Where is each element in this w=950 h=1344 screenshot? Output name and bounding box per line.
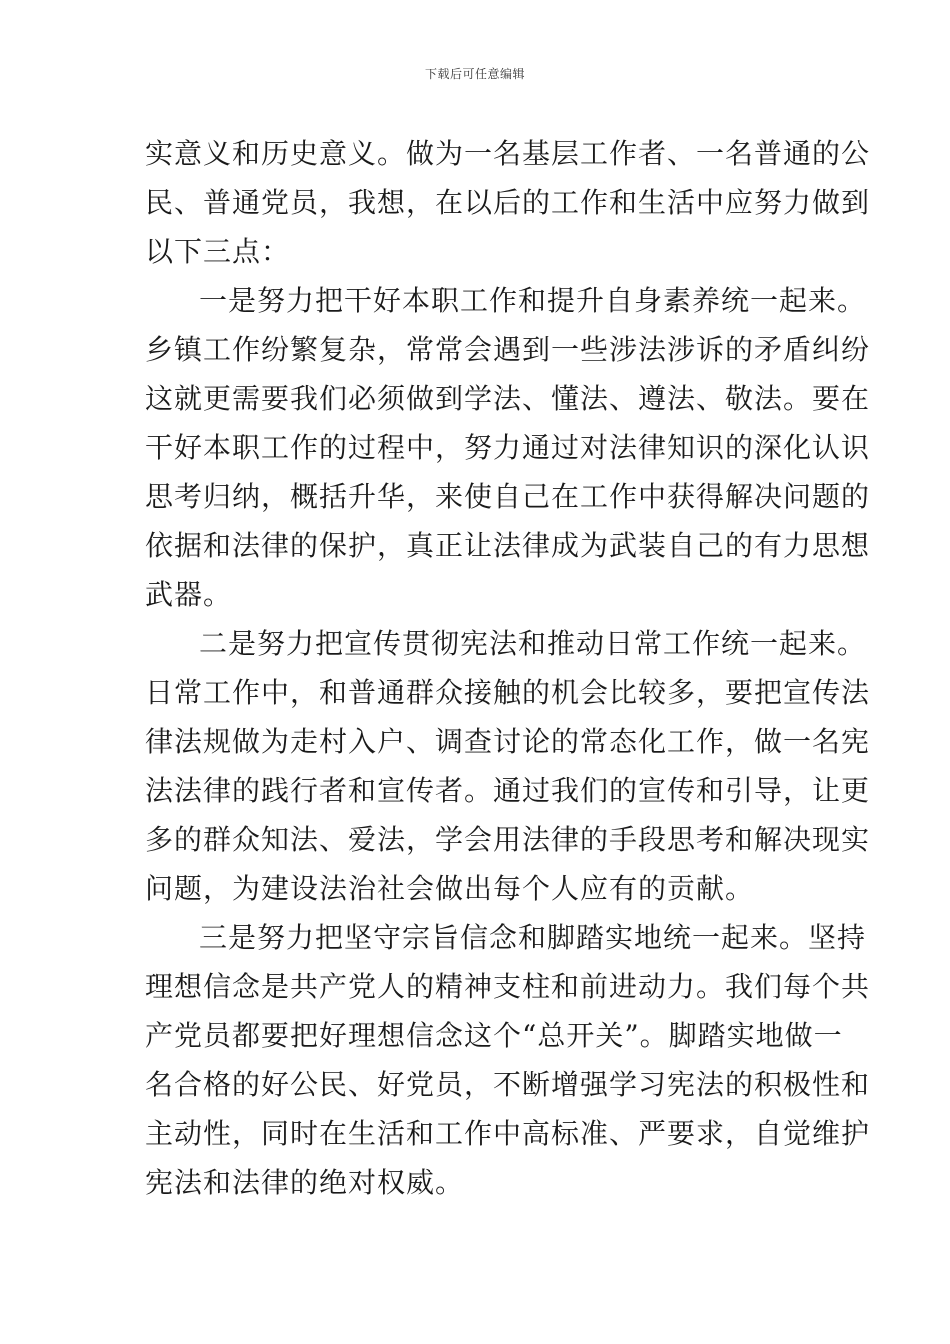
paragraph-3-line-2: 日常工作中，和普通群众接触的机会比较多，要把宣传法: [145, 676, 871, 709]
paragraph-2-line-3: 这就更需要我们必须做到学法、懂法、遵法、敬法。要在: [145, 382, 871, 415]
paragraph-2-line-2: 乡镇工作纷繁复杂，常常会遇到一些涉法涉诉的矛盾纠纷: [145, 333, 871, 366]
page-header: 下载后可任意编辑: [424, 67, 525, 81]
paragraph-3-line-1: 二是努力把宣传贯彻宪法和推动日常工作统一起来。: [199, 627, 867, 660]
paragraph-3-line-4: 法法律的践行者和宣传者。通过我们的宣传和引导，让更: [145, 774, 871, 807]
paragraph-4-line-6: 宪法和法律的绝对权威。: [145, 1166, 465, 1199]
paragraph-1-line-1: 实意义和历史意义。做为一名基层工作者、一名普通的公: [145, 137, 871, 170]
paragraph-2-line-7: 武器。: [145, 578, 233, 611]
paragraph-3-line-3: 律法规做为走村入户、调查讨论的常态化工作，做一名宪: [145, 725, 871, 758]
paragraph-3-line-5: 多的群众知法、爱法，学会用法律的手段思考和解决现实: [145, 823, 871, 856]
paragraph-2-line-1: 一是努力把干好本职工作和提升自身素养统一起来。: [199, 284, 867, 317]
paragraph-4-line-2: 理想信念是共产党人的精神支柱和前进动力。我们每个共: [145, 970, 871, 1003]
paragraph-4-line-5: 主动性，同时在生活和工作中高标准、严要求，自觉维护: [145, 1117, 871, 1150]
paragraph-2-line-5: 思考归纳，概括升华，来使自己在工作中获得解决问题的: [145, 480, 871, 513]
paragraph-4-line-1: 三是努力把坚守宗旨信念和脚踏实地统一起来。坚持: [199, 921, 867, 954]
document-body: [145, 129, 871, 1207]
paragraph-1-line-2: 民、普通党员，我想，在以后的工作和生活中应努力做到: [145, 186, 871, 219]
paragraph-2-line-4: 干好本职工作的过程中，努力通过对法律知识的深化认识: [145, 431, 871, 464]
paragraph-4-line-4: 名合格的好公民、好党员，不断增强学习宪法的积极性和: [145, 1068, 871, 1101]
paragraph-2-line-6: 依据和法律的保护，真正让法律成为武装自己的有力思想: [145, 529, 871, 562]
paragraph-1-line-3: 以下三点：: [145, 235, 291, 268]
paragraph-4-line-3: 产党员都要把好理想信念这个“总开关”。脚踏实地做一: [145, 1019, 843, 1052]
paragraph-3-line-6: 问题，为建设法治社会做出每个人应有的贡献。: [145, 872, 755, 905]
